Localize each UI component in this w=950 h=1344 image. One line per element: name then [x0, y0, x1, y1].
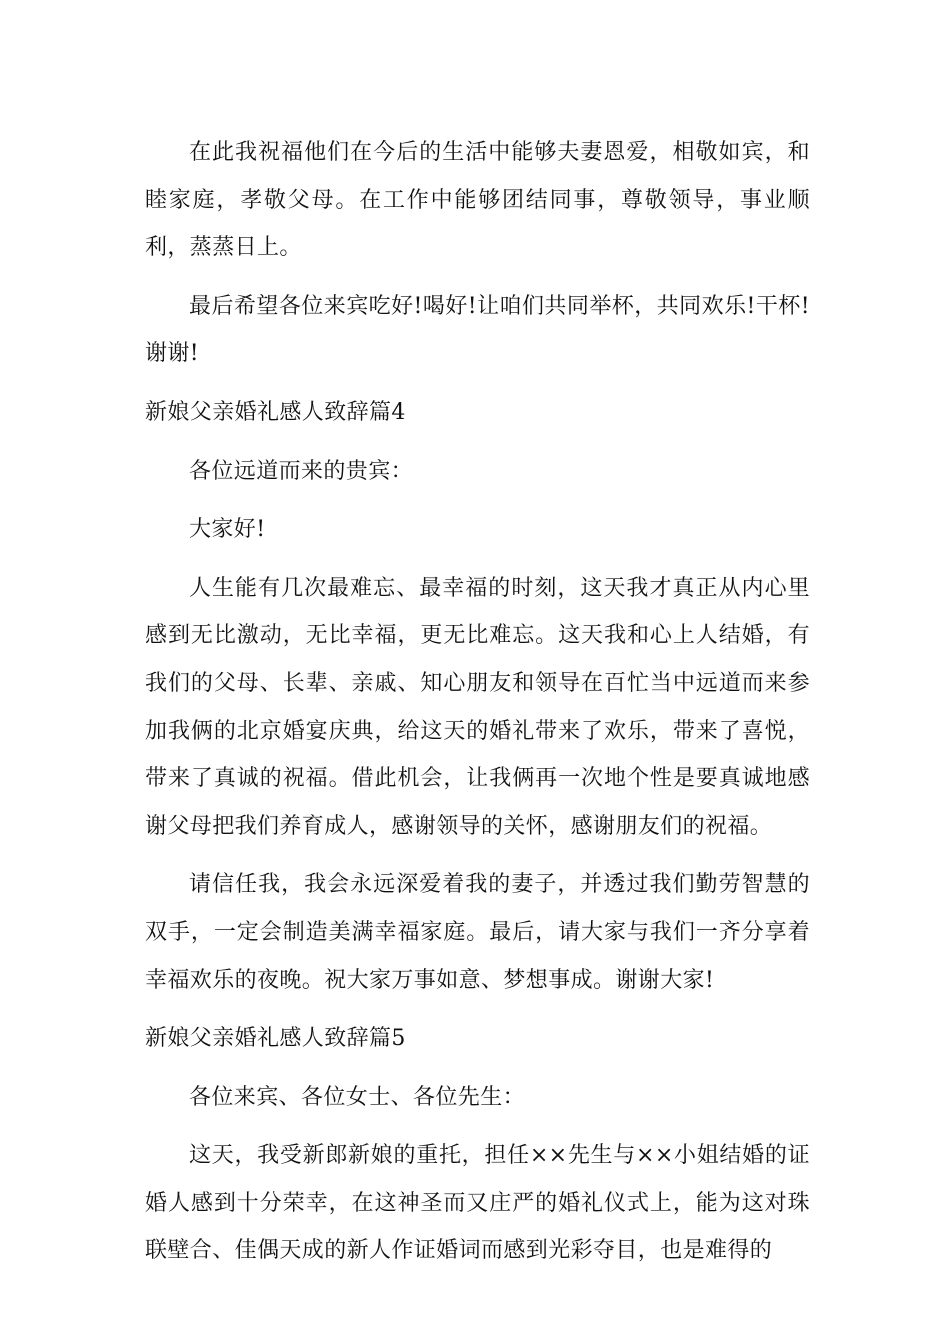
paragraph: 请信任我，我会永远深爱着我的妻子，并透过我们勤劳智慧的双手，一定会制造美满幸福家庭。最后，请大家与我们一齐分享着幸福欢乐的夜晚。祝大家万事如意、梦想事成。谢谢大家! — [145, 872, 810, 993]
paragraph: 最后希望各位来宾吃好!喝好!让咱们共同举杯，共同欢乐!干杯!谢谢! — [145, 293, 810, 367]
paragraph: 在此我祝福他们在今后的生活中能够夫妻恩爱，相敬如宾，和睦家庭，孝敬父母。在工作中能够团结同事，尊敬领导，事业顺利，蒸蒸日上。 — [145, 140, 810, 261]
section-heading: 新娘父亲婚礼感人致辞篇5 — [145, 1026, 406, 1052]
paragraph: 各位来宾、各位女士、各位先生： — [189, 1084, 526, 1110]
paragraph: 各位远道而来的贵宾： — [189, 458, 414, 484]
paragraph: 这天，我受新郎新娘的重托，担任××先生与××小姐结婚的证婚人感到十分荣幸，在这神圣而又庄严的婚礼仪式上，能为这对珠联壁合、佳偶天成的新人作证婚词而感到光彩夺目，也是难得的 — [145, 1143, 810, 1264]
section-heading: 新娘父亲婚礼感人致辞篇4 — [145, 399, 406, 425]
paragraph: 大家好! — [189, 517, 266, 543]
document-body — [145, 129, 810, 1286]
paragraph: 人生能有几次最难忘、最幸福的时刻，这天我才真正从内心里感到无比激动，无比幸福，更无比难忘。这天我和心上人结婚，有我们的父母、长辈、亲戚、知心朋友和领导在百忙当中远道而来参加我俩的北京婚宴庆典，给这天的婚礼带来了欢乐，带来了喜悦，带来了真诚的祝福。借此机会，让我俩再一次地个性是要真诚地感谢父母把我们养育成人，感谢领导的关怀，感谢朋友们的祝福。 — [145, 575, 810, 839]
